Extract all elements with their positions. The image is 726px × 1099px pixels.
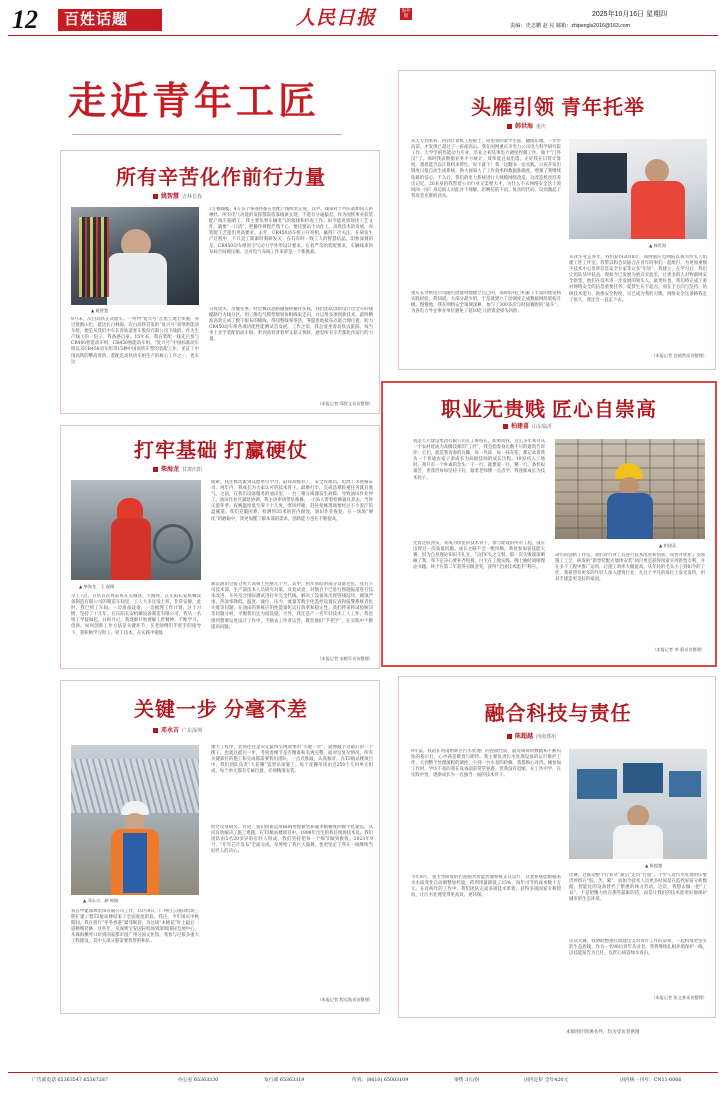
article-signature: （本报记者 程远航采访整理）	[317, 997, 373, 1002]
byline-marker	[153, 467, 158, 472]
footer-price: 国内定价 全年420元	[524, 1078, 569, 1083]
photo-caption: ▲ 柏建喜	[659, 543, 677, 548]
byline-marker	[153, 728, 158, 733]
article-signature: （本报记者 张文豪采访整理）	[651, 995, 707, 1000]
footer-office: 办公室 65363330	[178, 1078, 219, 1083]
author-name: 陈超越	[515, 734, 534, 740]
photo-caption: ▲ 陈超越	[645, 863, 663, 868]
article-byline	[153, 193, 202, 201]
article-bai-jianxi	[381, 381, 717, 667]
caption-text: 柴海龙、王 琨摄	[83, 584, 115, 589]
photo-caption: ▲ 姚智慧	[91, 308, 109, 313]
photo-chen-chaoyue	[569, 749, 707, 859]
article-col-1: 早上7点，日常首次周前班在庆城县，天刚亮。在庆阳长安机械设备制造有限公司的制造车间里，工人大多还没上班，非常安静，此时，我已到了车间，一边准备设备，一边梳理工作计划。这个习惯，坚持了十几年。在庆阳长安机械设备制造有限公司，我从一名钳工学徒做起，日积月记，我逐渐开始理解工匠精神，不断学习、创新。如何创新工作方法是关键环节，在老师傅们手把手的指导下，我积极学习钳工、管工技术，在实践中锻炼	[71, 594, 201, 636]
article-title: 融合科技与责任	[484, 703, 632, 725]
caption-text: 柏建喜	[663, 543, 677, 548]
masthead-title: 人民日报	[296, 7, 377, 29]
article-signature: （本报记者 沈靖然采访整理）	[651, 353, 707, 358]
masthead-logo	[296, 4, 411, 32]
caption-text: 邓永吉、颜 婷摄	[87, 898, 119, 903]
article-col-1: 从大专到本科，再到计算机工程硕士，回望我的求学生涯，翻阅东地，一步步向前，才发现已超过了一座座高山。我在国网重庆市电力公司电力科学研究院工作。大学学的热能动力专业，毕业之初从事电力调度控制工作，做个“门外汉”了。那时我表数据业务平方统计，效率低且易出错。正好我在日常计算机，想着能否以计算机来帮忙。说干就干！我一边翻书一边实践，日夜开发出调度日报自动生成系统。换大视离人了工作效率和数据准确度，增强了我继续钻研的信心。不久后，我们的电力系统进行大规模网络改造，这改造机也培养出记忆，20来岁的我带着公司行业又需要大才，为什么不去网络安全这个领域闯一闯？身边的人对此并不理解，但晚信的不语。复杂的代码，反而激起了我攻坚克难的劲头。	[411, 139, 561, 199]
header-date: 2025年10月16日 星期四	[592, 11, 668, 18]
header-rule	[8, 35, 718, 36]
article-byline	[503, 423, 552, 431]
article-col-2: 今年9月，我主导研发的污泥脱水智能控制系统正式运行，这套系统能根据来水水质变化自动调整加药量，药剂用量降低了15%，每年可节约成本数十万元。在近两年的工作中，我们团队完成多项技术革新，获得多项国家专利授权，让污水处理变得更高效、更环保。	[411, 875, 561, 899]
article-col-3: 那次油田会报分更大高频上托断儿个月，其中，初步高结的部分设备老化，我方公司技术部，生产部技术人员研究对策，反复试验，对数百个已进行图施振道进行技术改进，车外室合国际测试进行并完全代线。解决了设备易出现管线结块、腐蚀严重、热效率降低、温度、液位、压力、流量等数字化监控设置仪表和报警系统者化失败等问题，在油田的系统应用性能量化运行效率和稳定性。我们将来将试验解决等问题分析，平衡我们还为接设施。另外，我还是产一名年轻技术工人工作，我也感到想要运进设计工作中，不断去工作者运营，教会他们“手把手”。在实践中不断提高问题。	[211, 582, 373, 630]
article-deng-yongji	[60, 680, 380, 1014]
byline-marker	[507, 124, 512, 129]
footer-fax: 传真：(8610) 65003109	[352, 1078, 409, 1083]
author-place: 河南郑州	[536, 734, 557, 740]
masthead-sub: 海外版	[401, 9, 411, 19]
article-col-1: 9年前，我站在河南州新区污水处理厂的控制台前，面对满屏的数据和不断闪烁的指示灯，心中满是敬畏与期待。我主要负责污水处理设备的运行维护工作，大到整个处理流程的调控，小到一台水泵的检修，我都细心对待。刚参加工作时，学历不高的我在设备面前常常犯难。但我没有退缩，在工作中学，在实践中悟，逐渐成长为一名独当一面的技术骨干。	[411, 749, 561, 779]
article-han-shihai	[398, 70, 716, 370]
article-signature: （本报记者 郑智文采访整理）	[317, 401, 373, 406]
author-name: 韩世海	[515, 124, 534, 130]
article-col-2: 凭着这股劲头，我成为班里的技术骨干，参与建设的所有工程，没有出现过一次质量问题。成长之路不会一帆风顺。我曾参加省技能大赛，因为自身理论知识不扎实，与冠军失之交臂。那一次失败深深刺痛了我，我下定决心要补齐短板。白天在工地实践，晚上抽时间啃理论书籍。终于在第二年获得省级金奖，获得“全国技术能手”称号。	[413, 541, 545, 571]
caption-text: 韩世海	[653, 243, 667, 248]
article-col-3: 从我毕业走各年，我们获得2018年，国网重庆电网院以我为带头人组建工匠工作室。我带以和会员通合在青年同事们一起组打。为更加重数字技术中心里涉信息安全专家等众多“年轻”，我建立，在学习后，我们让团队从中获益，现如今已发展为重点实验室，让更多的人对物联网安全新型，他们在技术进一步发展的领头人，最更好也，我们将完成了重对网络安全的信息重要任务。夏梦生在于起点，而在于方向与坚持，钻研技术能力、助推安全程度，早已成为我的习惯。网络安全这条路我走了很久，我还会一直走下去。	[569, 255, 707, 303]
article-signature: （本报记者 宋朝军采访整理）	[317, 656, 373, 661]
article-col-2: 重大工程中，装饰往往是决定最终呈现效果的“关键一步”，就像敲下这最后的一个楔子，也就这最后一步，考验着细节是否精准和美观完整。面对这复杂情况，所有关键部位的施工和完成都需要我们团队，一点点推敲，认真核对。在T3航站楼项目中，我们团队负责“大花瓣”造型吊顶施工。每个花瓣吊顶由近250个几何单元组成，每个单元都有专属位置，必须精准安装。	[211, 745, 373, 775]
footer-distribution: 发行部 65363319	[264, 1078, 305, 1083]
author-name: 柏建喜	[511, 424, 530, 430]
article-byline	[153, 466, 202, 474]
caption-text: 陈超越	[649, 863, 663, 868]
section-tag	[58, 9, 162, 31]
article-title: 所有辛苦化作前行力量	[116, 167, 326, 189]
article-title: 打牢基础 打赢硬仗	[134, 440, 308, 462]
byline-marker	[507, 734, 512, 739]
author-place: 甘肃庆阳	[182, 467, 203, 473]
article-byline	[153, 727, 202, 735]
footer-ad: 广告部电话 65363547 65367287	[32, 1078, 108, 1083]
article-col-1: 我是天元建设集团有限公司瓦工班班长，如果同我，这么多年我有从一个农村娃成为高级技师的“工匠”，我会指着身边数不尽的建筑告诉你：它们，就是我青春的注脚，每一块砖，每一抹灰浆，都记录着我从一个普通农家子弟成长为高级技师的成长历程。19岁初入工地时，我只有一个朴素的念头：干一行，就要爱一行，精一行，条件很艰苦，但我仍每每坚持干好，跟着老师傅一点点学。我逐渐成长为技术骨干。	[413, 439, 545, 481]
banner-lines	[72, 134, 342, 138]
article-chen-chaoyue	[398, 676, 716, 1018]
article-byline	[507, 123, 546, 131]
footer-issn: 国内统一刊号：CN11-0066	[620, 1078, 682, 1083]
photo-han-shihai	[569, 139, 707, 239]
article-title: 职业无贵贱 匠心自崇高	[441, 399, 657, 421]
photo-chai-hailong	[71, 480, 201, 580]
article-chai-hailong	[60, 425, 380, 669]
article-byline	[507, 733, 556, 741]
byline-marker	[503, 424, 508, 429]
section-title: 百姓话题	[64, 11, 129, 28]
header-editors: 责编：史志鹏 赵 晃 邮箱：zhipengls2016@163.com	[510, 23, 631, 29]
photo-bai-jianxi	[555, 439, 705, 539]
page-header	[0, 0, 726, 36]
article-title: 关键一步 分毫不差	[134, 699, 308, 721]
article-col-2: 摸索。我还被选派到其他单位学习，取得高级管工、安全管理员、电焊工等资格证书。两年内，我成长为大家认可的技术骨干。最磨打牢，完成急难险重任务就有底气。之前，在我们设备服务的油田里，一台三相分离器发生故障，导致油田作业停工。油田作业区紧急协调，我主动申请带队维修，一行6人带着检修器具奔去。当时正值冬季，夜晚温度低至零下十几度，寒风呼啸，赶往抢修现场要经过不少泥泞的盘溪道。我们克服困难，检测到35米的管内腐蚀，油田作业恢复。在一场场“硬仗”的磨砺中，我更加懂了解本部的需求，创新能力也在不断提高。	[211, 480, 373, 522]
photo-deng-yongji	[71, 745, 199, 895]
author-name: 姚智慧	[161, 194, 180, 200]
article-col-2: 2万根线缆、4万多个零部件都在装配产线组装完成。其中，线束对于列车就如同人的神经。所有电气功能的发挥都需依靠线束实现，不能有分毫偏差。作为国铁事业获装配产线车脑哨工，我主要从事车辆电气的接线和检查工作。如今能说到现述工艺文件，就要“一口清”，把操作规程烂熟于心，要托要站个动作上。高铁技术的发展，对装配工艺提出更高要求。去年，CR450动车组公开亮相，赢得广泛关注。在研发生产过程中，不只是工期紧时刻研发关；在有有时一线工人的智慧结晶，印象深刻的是，CR450动车组的空气动力学外形设计要求，在看严苛的装配要求，车辆线束的布局空间被压缩，这对电气布线工作来讲是一个新挑战。	[209, 207, 373, 255]
photo-credit-note: 本版图片除署名外，均为受访者供图	[566, 1030, 640, 1035]
article-signature: （本报记者 李 莉采访整理）	[652, 647, 705, 652]
article-col-1: 9月末，次白高铁正式通车。一列列“复兴号”在黑土地上疾驰，穿过渡鹤山色，抵达长白林海。次白高铁首发的“复兴号”高寒智能动车组，便是从我们中车长春轨道客车股份有限公司下线的。作为生产线上的一份子，我备感自豪。15年来，我在装配一线先后参与CR400智能动车组、CR450智能动车组、“复兴号”中国标准动车组以及CR450动车组等15种中国高铁车型的装配工作，见证了中国高铁的攀高进阶。装配是高铁动车组生产的核心工序之一，也车这	[71, 317, 199, 365]
article-col-3: 命名的创新工作室，我们对行业工具进行技术改进和创新，改善并优化了多项施工工艺，研发的“新型装配式墙体安装”项目更是获得国家实用新型专利，并在多个工程中推广运用，让施工效率大幅提高。从年轻的毛头小子到如今的工匠，我希望有更多的年轻人加入建筑行业，在这个平凡的岗位上发光发热，用双手建造更美好的家园。	[555, 553, 705, 583]
photo-yao-zhihui	[71, 207, 199, 305]
article-col-1: 我在中建深圳装饰有限公司工作，10月9日，广州白云国际机场三期扩建工程T3航站楼结束了全面收尾阶段。我还，今年国庆中秋期间，我在客厅“冬冬香港”紧邻吸迎，为这场“木棉花”叶上最后一道精细装修。这些年，从深圳宝安国际机场到深圳国际会展中心，从珠海横琴口岸到国家都市园广州分国文化馆，我参与过很多重大工程建设，其中大部分都需要我带的和队。	[71, 909, 199, 945]
footer-retail: 零售 3元/份	[454, 1078, 480, 1083]
article-col-2: 重庆长寿供电公司随后批准特地建立自己的，那时的我已积累了丰富的理论和实践经验，我知道，大部分最少的，于是就建立了动调度完成数据网络架构升级。慢慢地，我在网络安全领域深耕，参与了300多次与时间赛跑的“战斗”，为各电力外企事业单位避免了超10亿元的资金损失风险。	[411, 291, 561, 315]
banner	[12, 56, 388, 146]
article-col-4: 这次大赛，我协助整理在组建这支对青年工作的前辈，一起构筑更坚实的生态底线。作为一名90后青年从业者，我将继续扎根环境保护一线，以技能报告为己任，以匠心铸造绿水青山。	[569, 939, 707, 957]
article-col-3: 经过反复研究，讨论，我们创新运用BIM进程模型和毫米级精度的数字化建造，从而有效解决了施工难题。在T3航站楼项目中，1999年出生的我任现场技术员。我们团队由5名20多岁的年轻人组成，我们坚持把每一个细节做到极致。2023年9月，“年年芯片发布”全面完成。荣誉给了我巨大鼓舞，也更坚定了我在一线继续当好匠人的决心。	[211, 825, 373, 855]
article-yao-zhihui	[60, 150, 380, 414]
author-place: 吉林长春	[182, 194, 203, 200]
article-col-3: 日夜攻关，反覆实事。经过数次思路碰撞和操作实践，我们团队创新设计出全车的线缆路行力线分区，用三维电气模型规划每根线束走向，并运用多项创新技术，最终精准高效完成了数千根布的铺线，得知整线零零活，零隐患地接布点最合理位置。助力CR450动车组各项功能性能测试首发展。工作之余，我总爱坐着高铁去旅游。每当坐上亲手装配的动车组，听到高铁背着犁又稳又快时，感觉所有辛苦都化作前行的力量。	[209, 307, 373, 343]
photo-caption: ▲ 邓永吉、颜 婷摄	[83, 898, 119, 903]
byline-marker	[153, 194, 158, 199]
page-footer	[8, 1072, 718, 1088]
banner-title: 走近青年工匠	[68, 79, 321, 123]
article-col-3: 比赛，这推动整个行业从“最后”走向“台面”。不少人对污水处理的印象仍停留在“脏、苦、累”，而如今技术人员更多时间是在监控屏前分析数据，智能化的设备替代了繁重的体力劳动。这次，我想去做一把“工具”，不是把精力放在那些最累的活，而是让我们的技术能更好地保护城市的生态环境。	[569, 873, 707, 903]
author-place: 山东临沂	[532, 424, 553, 430]
author-place: 重庆	[536, 124, 547, 130]
photo-caption: ▲ 韩世海	[649, 243, 667, 248]
caption-text: 姚智慧	[95, 308, 109, 313]
author-name: 柴海龙	[161, 467, 180, 473]
photo-caption: ▲ 柴海龙、王 琨摄	[79, 584, 115, 589]
article-title: 头雁引领 青年托举	[471, 97, 645, 119]
author-name: 邓永吉	[161, 728, 180, 734]
page-number: 12	[12, 5, 38, 34]
author-place: 广东深圳	[182, 728, 203, 734]
